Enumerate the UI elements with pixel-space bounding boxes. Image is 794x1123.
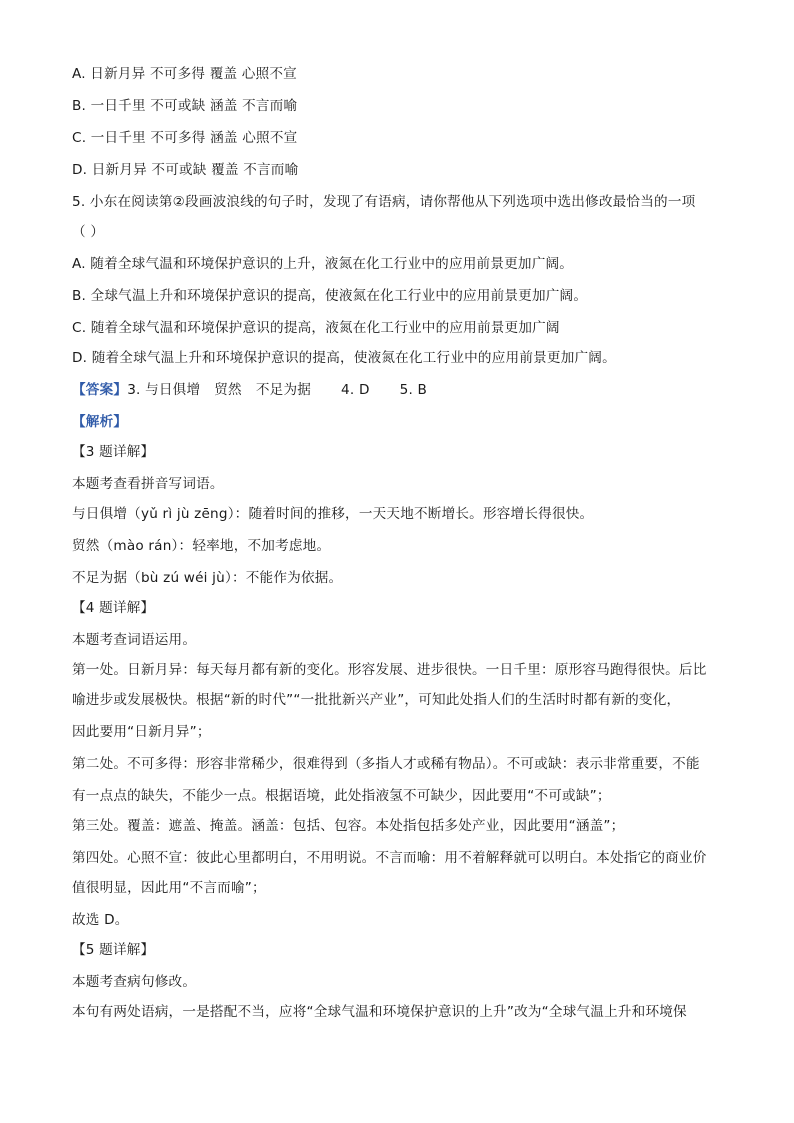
answer-label: 【答案】 (72, 382, 128, 398)
paragraph-line: 与日俱增（yǔ rì jù zēng）：随着时间的推移，一天天地不断增长。形容增长得很快。 (72, 506, 594, 522)
paragraph-line: 故选 D。 (72, 912, 129, 928)
paragraph-line: 值很明显，因此用“不言而喻”； (72, 880, 266, 896)
analysis-label: 【解析】 (72, 414, 128, 430)
option-b-q4: B. 一日千里 不可或缺 涵盖 不言而喻 (72, 98, 298, 114)
question-5-stem: 5. 小东在阅读第②段画波浪线的句子时，发现了有语病，请你帮他从下列选项中选出修改最恰当的一项 (72, 194, 696, 210)
paragraph-line: 第二处。不可多得：形容非常稀少，很难得到（多指人才或稀有物品）。不可或缺：表示非常重要，不能 (72, 756, 700, 772)
section-heading: 【3 题详解】 (72, 444, 155, 460)
answer-item: 不足为据 (255, 382, 312, 398)
option-c-q4: C. 一日千里 不可多得 涵盖 心照不宣 (72, 130, 298, 146)
paragraph-line: 第一处。日新月异：每天每月都有新的变化。形容发展、进步很快。一日千里：原形容马跑得很快。后比 (72, 662, 707, 678)
option-a-q5: A. 随着全球气温和环境保护意识的上升，液氮在化工行业中的应用前景更加广阔。 (72, 256, 574, 272)
paragraph-line: 本题考查病句修改。 (72, 974, 197, 990)
paragraph-line: 本句有两处语病，一是搭配不当，应将“全球气温和环境保护意识的上升”改为“全球气温上升和环境保 (72, 1004, 687, 1020)
section-heading: 【4 题详解】 (72, 600, 155, 616)
paragraph-line: 第四处。心照不宣：彼此心里都明白，不用明说。不言而喻：用不着解释就可以明白。本处指它的商业价 (72, 850, 707, 866)
option-a-q4: A. 日新月异 不可多得 覆盖 心照不宣 (72, 66, 297, 82)
paragraph-line: 因此要用“日新月异”； (72, 724, 211, 740)
option-d-q4: D. 日新月异 不可或缺 覆盖 不言而喻 (72, 162, 299, 178)
answer-item: 5. B (399, 382, 428, 398)
answer-item: 贸然 (214, 382, 242, 398)
option-b-q5: B. 全球气温上升和环境保护意识的提高，使液氮在化工行业中的应用前景更加广阔。 (72, 288, 588, 304)
option-d-q5: D. 随着全球气温上升和环境保护意识的提高，使液氮在化工行业中的应用前景更加广阔。 (72, 350, 616, 366)
paragraph-line: 第三处。覆盖：遮盖、掩盖。涵盖：包括、包容。本处指包括多处产业，因此要用“涵盖”； (72, 818, 625, 834)
answer-line (72, 380, 722, 400)
paragraph-line: 不足为据（bù zú wéi jù）：不能作为依据。 (72, 570, 343, 586)
answer-item: 4. D (341, 382, 370, 398)
paragraph-line: 本题考查看拼音写词语。 (72, 476, 224, 492)
paragraph-line: 贸然（mào rán）：轻率地，不加考虑地。 (72, 538, 331, 554)
section-heading: 【5 题详解】 (72, 942, 155, 958)
answer-blank: （ ） (72, 224, 105, 240)
paragraph-line: 喻进步或发展极快。根据“新的时代”“一批批新兴产业”，可知此处指人们的生活时时都有新的变化， (72, 692, 681, 708)
option-c-q5: C. 随着全球气温和环境保护意识的提高，液氮在化工行业中的应用前景更加广阔 (72, 320, 560, 336)
paragraph-line: 本题考查词语运用。 (72, 632, 197, 648)
answer-item: 3. 与日俱增 (127, 382, 201, 398)
paragraph-line: 有一点点的缺失，不能少一点。根据语境，此处指液氢不可缺少，因此要用“不可或缺”； (72, 788, 611, 804)
